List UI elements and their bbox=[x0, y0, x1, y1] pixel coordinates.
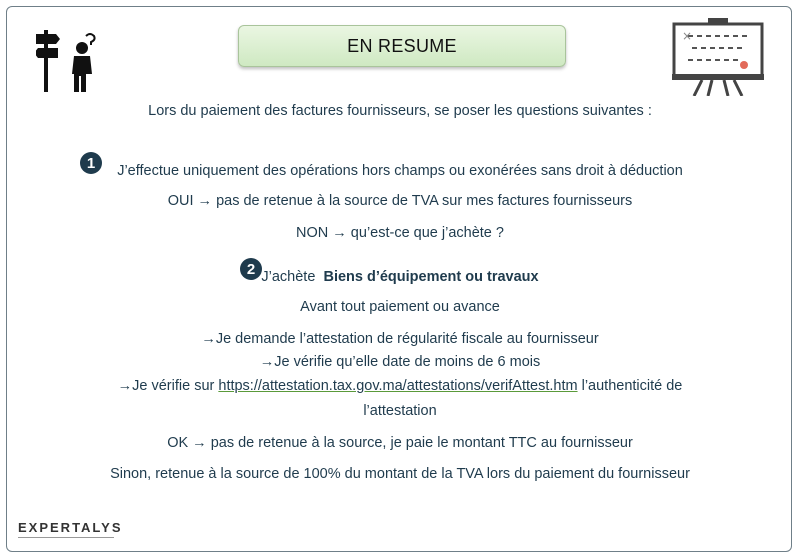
step2-sinon: Sinon, retenue à la source de 100% du montant de la TVA lors du paiement du fournisseur bbox=[110, 466, 690, 482]
step1-non: NON → qu’est-ce que j’achète ? bbox=[296, 225, 504, 241]
signpost-person-icon bbox=[36, 26, 100, 96]
summary-title: EN RESUME bbox=[238, 25, 566, 67]
step2-check3 bbox=[0, 377, 800, 395]
step1-question: J’effectue uniquement des opérations hors champs ou exonérées sans droit à déduction bbox=[117, 163, 683, 179]
expertalys-logo: EXPERTALYS bbox=[18, 520, 123, 535]
step2-check3-pre: →Je vérifie sur bbox=[117, 378, 215, 394]
flipchart-icon bbox=[672, 18, 764, 96]
logo-underline bbox=[18, 537, 114, 538]
step1-oui: OUI → pas de retenue à la source de TVA sur mes factures fournisseurs bbox=[167, 193, 633, 209]
step2-check3-end: l’attestation bbox=[363, 403, 437, 419]
svg-text:×: × bbox=[682, 29, 693, 43]
step1-number-badge: 1 bbox=[80, 152, 102, 174]
step2-before: Avant tout paiement ou avance bbox=[300, 299, 500, 315]
verification-link[interactable]: https://attestation.tax.gov.ma/attestations/verifAttest.htm bbox=[218, 378, 578, 394]
step2-check3-post: l’authenticité de bbox=[581, 378, 683, 394]
step2-lead bbox=[0, 268, 800, 286]
step2-lead-bold: Biens d’équipement ou travaux bbox=[323, 269, 539, 285]
step2-number-badge: 2 bbox=[240, 258, 262, 280]
step2-ok: OK → pas de retenue à la source, je paie le montant TTC au fournisseur bbox=[167, 435, 633, 451]
intro-text: Lors du paiement des factures fournisseurs, se poser les questions suivantes : bbox=[148, 103, 652, 119]
step2-check1: →Je demande l’attestation de régularité fiscale au fournisseur bbox=[201, 331, 599, 347]
step2-check2: →Je vérifie qu’elle date de moins de 6 mois bbox=[259, 354, 541, 370]
step2-lead-text: J’achète bbox=[261, 269, 316, 285]
